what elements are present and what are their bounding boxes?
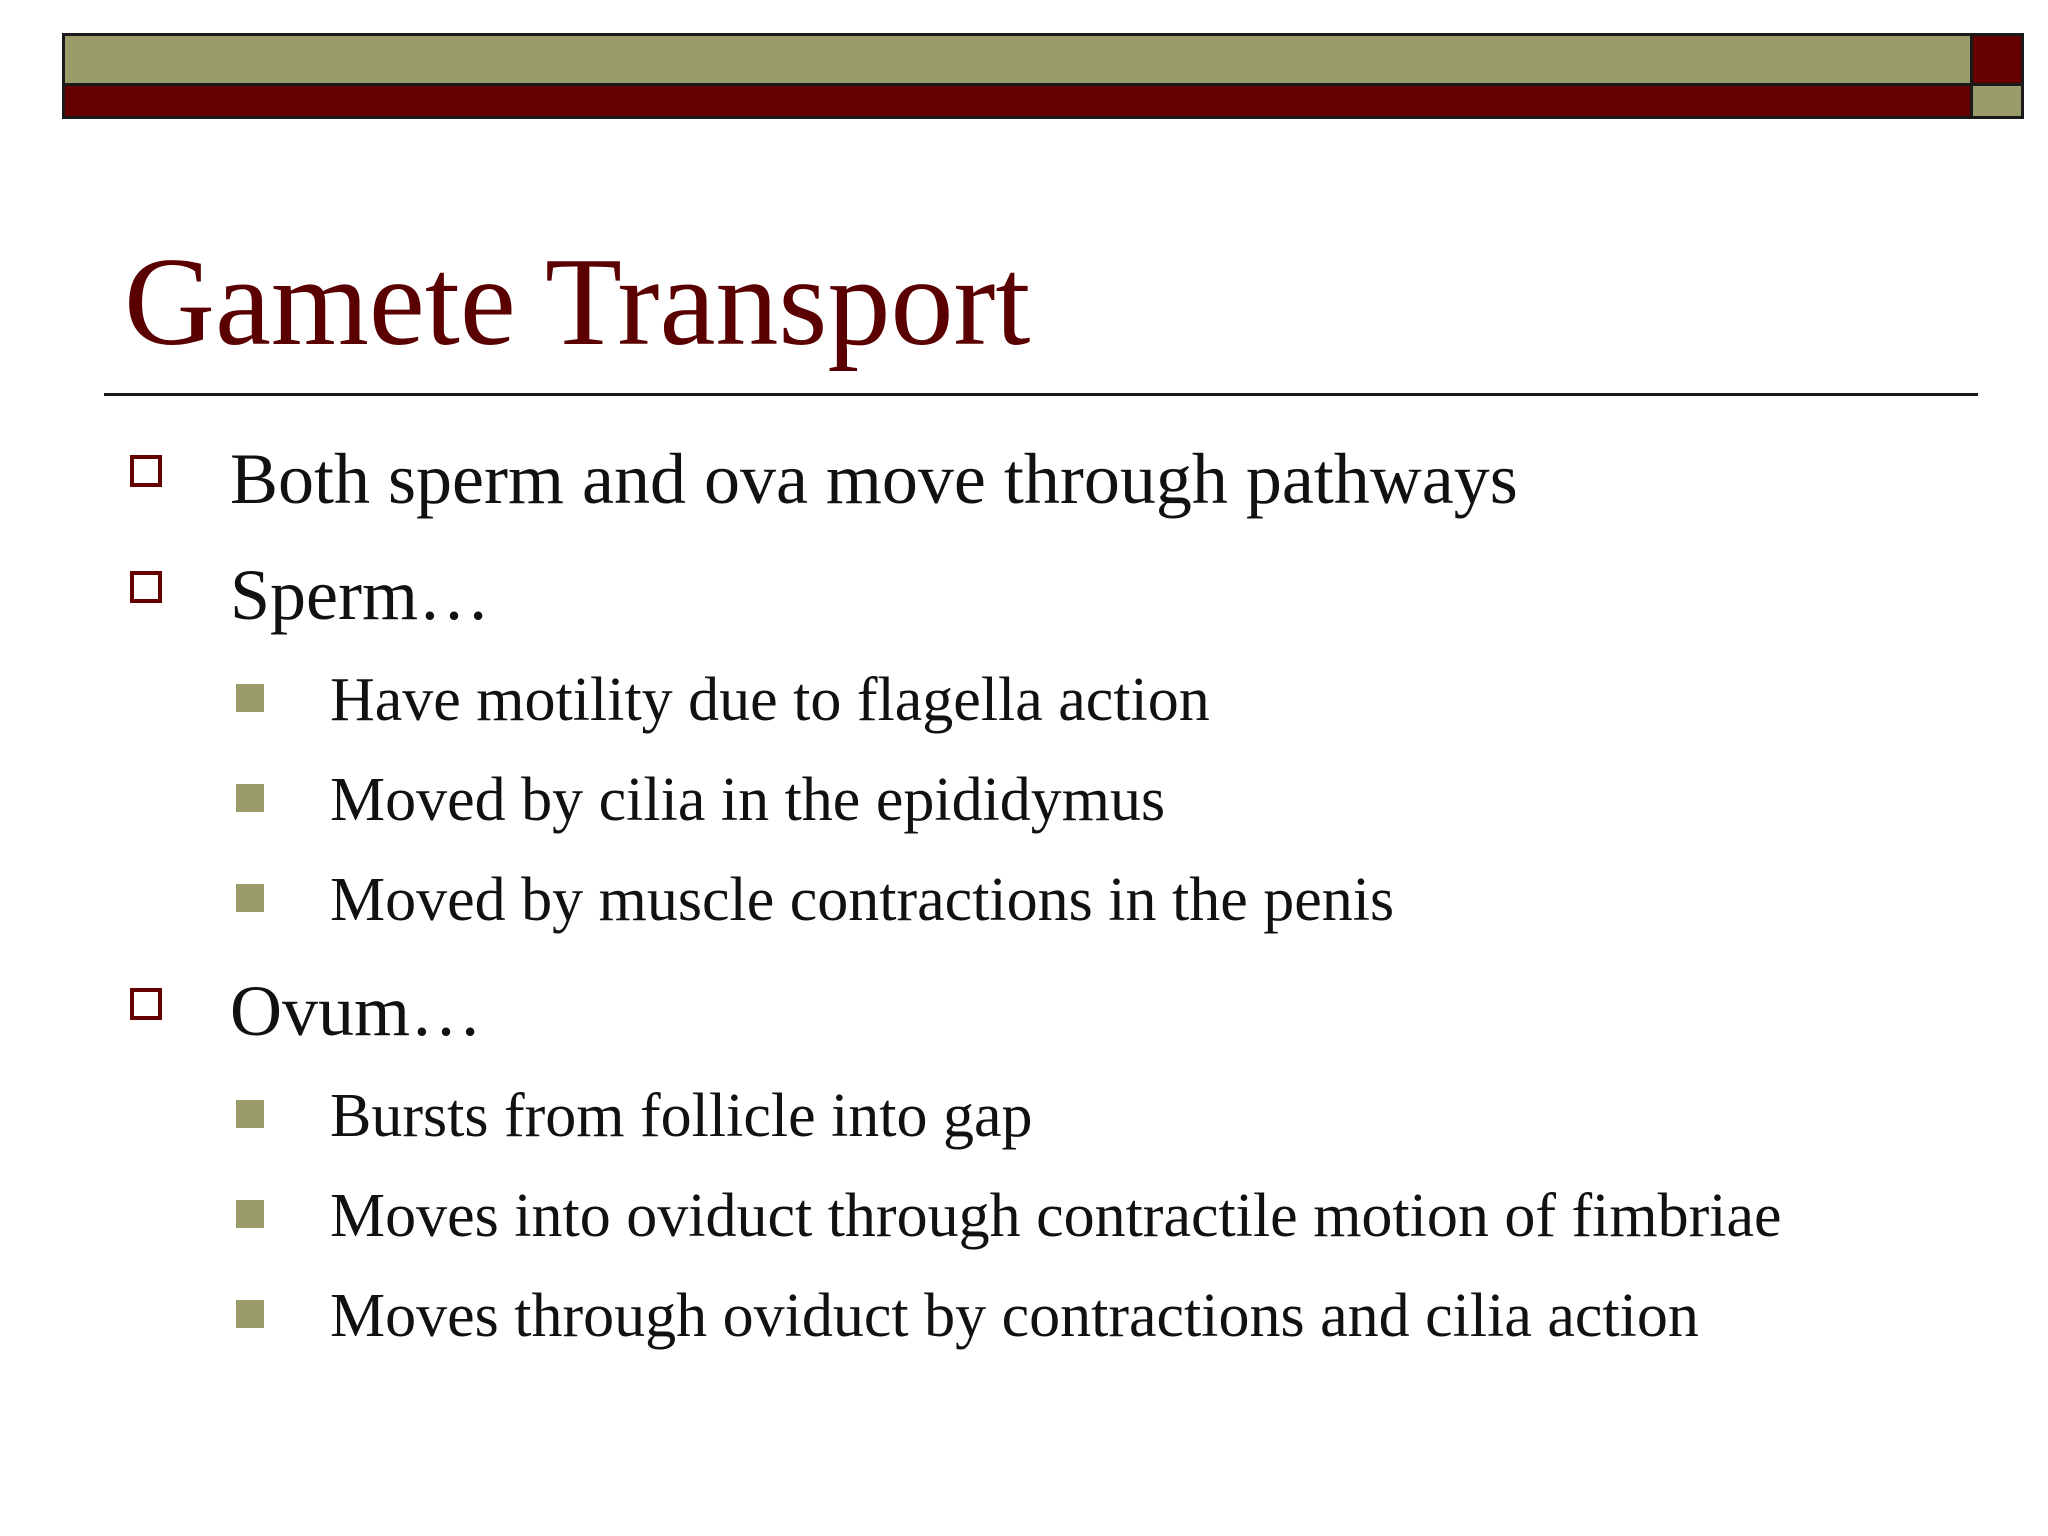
banner-corner-square-bottom bbox=[1973, 86, 2021, 116]
header-banner bbox=[62, 33, 2024, 119]
filled-square-bullet-icon bbox=[236, 1200, 264, 1228]
slide-title: Gamete Transport bbox=[124, 233, 1031, 372]
square-bullet-icon bbox=[130, 455, 162, 487]
sub-bullet-item: Moves into oviduct through contractile motion of fimbriae bbox=[330, 1182, 1782, 1250]
sub-bullet-item: Bursts from follicle into gap bbox=[330, 1082, 1033, 1150]
title-divider bbox=[104, 393, 1978, 396]
banner-corner-square-top bbox=[1973, 36, 2021, 86]
square-bullet-icon bbox=[130, 988, 162, 1020]
sub-bullet-item: Moved by cilia in the epididymus bbox=[330, 766, 1166, 834]
bullet-item: Sperm… bbox=[230, 555, 490, 635]
sub-bullet-item: Moved by muscle contractions in the penis bbox=[330, 866, 1395, 934]
filled-square-bullet-icon bbox=[236, 1300, 264, 1328]
bullet-item: Both sperm and ova move through pathways bbox=[230, 439, 1518, 519]
square-bullet-icon bbox=[130, 571, 162, 603]
banner-olive-stripe bbox=[65, 36, 1973, 86]
filled-square-bullet-icon bbox=[236, 1100, 264, 1128]
banner-maroon-stripe bbox=[65, 86, 1973, 116]
sub-bullet-item: Moves through oviduct by contractions and cilia action bbox=[330, 1282, 1699, 1350]
filled-square-bullet-icon bbox=[236, 684, 264, 712]
filled-square-bullet-icon bbox=[236, 784, 264, 812]
bullet-item: Ovum… bbox=[230, 971, 482, 1051]
sub-bullet-item: Have motility due to flagella action bbox=[330, 666, 1210, 734]
filled-square-bullet-icon bbox=[236, 884, 264, 912]
